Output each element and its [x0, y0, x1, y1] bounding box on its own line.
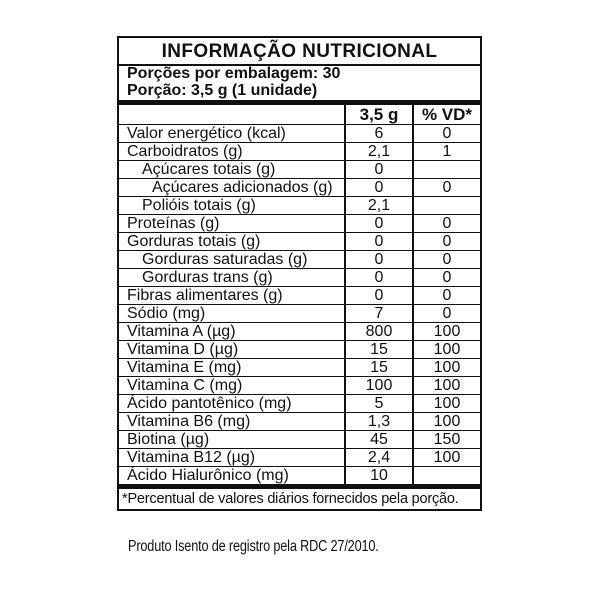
- nutrient-amount: 10: [345, 466, 413, 484]
- nutrient-row: [119, 124, 480, 142]
- nutrient-row: [119, 412, 480, 430]
- serving-size: Porção: 3,5 g (1 unidade): [127, 81, 318, 99]
- nutrient-dv: 100: [413, 340, 480, 358]
- nutrient-dv: [413, 466, 480, 484]
- nutrient-label: Gorduras totais (g): [119, 232, 345, 250]
- nutrient-dv: 0: [413, 286, 480, 304]
- column-header-row: [119, 105, 480, 124]
- nutrient-label: Fibras alimentares (g): [119, 286, 345, 304]
- nutrient-label: Carboidratos (g): [119, 142, 345, 160]
- nutrient-row: [119, 430, 480, 448]
- nutrient-dv: 0: [413, 304, 480, 322]
- nutrient-row: [119, 376, 480, 394]
- nutrient-amount: 0: [345, 286, 413, 304]
- nutrient-row: [119, 340, 480, 358]
- nutrient-amount: 800: [345, 322, 413, 340]
- nutrient-row: [119, 268, 480, 286]
- nutrient-amount: 7: [345, 304, 413, 322]
- nutrient-amount: 0: [345, 268, 413, 286]
- nutrient-amount: 2,1: [345, 196, 413, 214]
- nutrient-label: Vitamina B6 (mg): [119, 412, 345, 430]
- nutrient-dv: 100: [413, 376, 480, 394]
- nutrient-amount: 0: [345, 232, 413, 250]
- nutrient-dv: 1: [413, 142, 480, 160]
- nutrient-label: Polióis totais (g): [119, 196, 345, 214]
- nutrient-label: Gorduras saturadas (g): [119, 250, 345, 268]
- nutrient-row: [119, 196, 480, 214]
- nutrient-dv: 100: [413, 394, 480, 412]
- nutrient-amount: 1,3: [345, 412, 413, 430]
- nutrient-dv: 0: [413, 250, 480, 268]
- nutrient-dv: 0: [413, 232, 480, 250]
- nutrient-row: [119, 178, 480, 196]
- nutrient-amount: 15: [345, 358, 413, 376]
- label-title: INFORMAÇÃO NUTRICIONAL: [119, 38, 480, 66]
- nutrient-row: [119, 250, 480, 268]
- column-header-dv: % VD*: [413, 105, 480, 124]
- nutrient-amount: 0: [345, 160, 413, 178]
- nutrient-amount: 5: [345, 394, 413, 412]
- servings-per-package: Porções por embalagem: 30: [127, 65, 341, 82]
- nutrient-dv: 0: [413, 124, 480, 142]
- nutrient-label: Gorduras trans (g): [119, 268, 345, 286]
- nutrient-label: Sódio (mg): [119, 304, 345, 322]
- nutrient-dv: [413, 196, 480, 214]
- nutrient-amount: 0: [345, 178, 413, 196]
- nutrient-label: Vitamina B12 (µg): [119, 448, 345, 466]
- nutrient-label: Valor energético (kcal): [119, 124, 345, 142]
- nutrient-label: Ácido Hialurônico (mg): [119, 466, 345, 484]
- nutrient-dv: 150: [413, 430, 480, 448]
- nutrient-label: Vitamina D (µg): [119, 340, 345, 358]
- nutrient-label: Ácido pantotênico (mg): [119, 394, 345, 412]
- nutrient-row: [119, 448, 480, 466]
- column-header-amount: 3,5 g: [345, 105, 413, 124]
- nutrient-amount: 6: [345, 124, 413, 142]
- nutrient-row: [119, 160, 480, 178]
- nutrient-dv: 0: [413, 214, 480, 232]
- nutrient-row: [119, 286, 480, 304]
- nutrient-dv: 100: [413, 448, 480, 466]
- column-header-blank: [119, 105, 345, 124]
- nutrient-label: Vitamina E (mg): [119, 358, 345, 376]
- nutrient-row: [119, 358, 480, 376]
- nutrient-row: [119, 394, 480, 412]
- nutrient-row: [119, 214, 480, 232]
- nutrient-amount: 0: [345, 214, 413, 232]
- nutrient-table: [119, 105, 480, 484]
- nutrient-row: [119, 232, 480, 250]
- nutrient-label: Açúcares adicionados (g): [119, 178, 345, 196]
- nutrient-label: Biotina (µg): [119, 430, 345, 448]
- nutrient-row: [119, 466, 480, 484]
- nutrient-row: [119, 322, 480, 340]
- nutrient-row: [119, 142, 480, 160]
- nutrient-dv: 0: [413, 178, 480, 196]
- nutrient-label: Açúcares totais (g): [119, 160, 345, 178]
- nutrient-label: Vitamina C (mg): [119, 376, 345, 394]
- daily-value-footnote: *Percentual de valores diários fornecidos pela porção.: [119, 484, 480, 509]
- nutrient-amount: 2,4: [345, 448, 413, 466]
- nutrient-label: Proteínas (g): [119, 214, 345, 232]
- nutrient-dv: 100: [413, 322, 480, 340]
- serving-info: [119, 66, 480, 105]
- nutrient-dv: [413, 160, 480, 178]
- nutrient-amount: 45: [345, 430, 413, 448]
- nutrient-amount: 100: [345, 376, 413, 394]
- nutrient-dv: 100: [413, 358, 480, 376]
- nutrient-row: [119, 304, 480, 322]
- nutrient-label: Vitamina A (µg): [119, 322, 345, 340]
- registration-note: Produto Isento de registro pela RDC 27/2010.: [128, 538, 379, 555]
- nutrition-label: [117, 36, 482, 511]
- nutrient-dv: 100: [413, 412, 480, 430]
- nutrient-amount: 15: [345, 340, 413, 358]
- nutrient-dv: 0: [413, 268, 480, 286]
- nutrient-amount: 2,1: [345, 142, 413, 160]
- nutrient-amount: 0: [345, 250, 413, 268]
